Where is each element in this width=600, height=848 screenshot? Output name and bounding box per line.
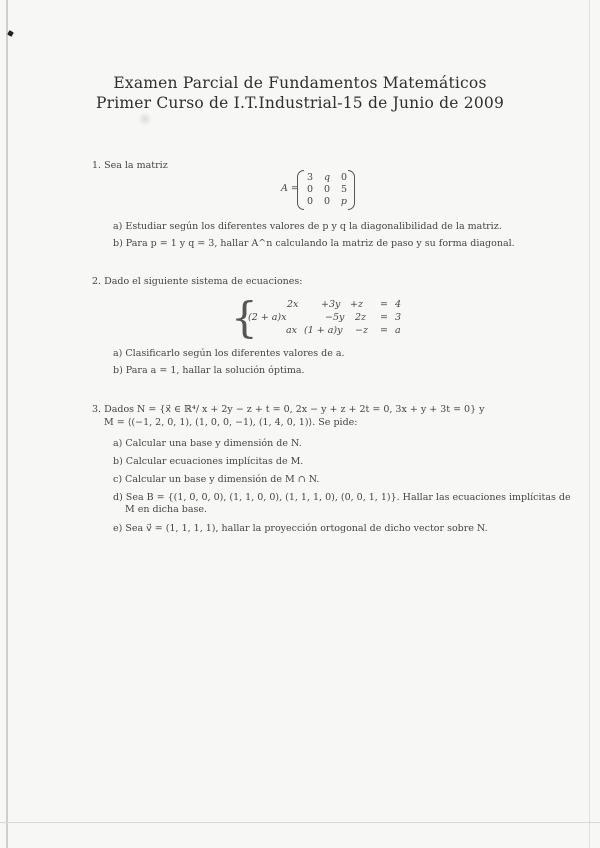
matrix-cell: 0 — [307, 196, 314, 207]
q3-part-b: b) Calcular ecuaciones implícitas de M. — [113, 456, 304, 467]
q2-part-a: a) Clasificarlo según los diferentes valores de a. — [113, 348, 345, 359]
matrix-lhs: A = — [281, 183, 299, 194]
matrix-left-paren — [297, 170, 304, 210]
matrix-cell: q — [323, 172, 331, 183]
system-term: 3 — [395, 312, 402, 323]
system-term: 2z — [355, 312, 367, 323]
matrix-cell: 5 — [340, 184, 347, 195]
q3-part-e: e) Sea v⃗ = (1, 1, 1, 1), hallar la proyección ortogonal de dicho vector sobre N. — [113, 523, 488, 534]
system-term: +3y — [321, 299, 341, 310]
matrix-cell: 0 — [323, 196, 330, 207]
matrix-row — [307, 172, 347, 183]
q3-part-d: d) Sea B = {(1, 0, 0, 0), (1, 1, 0, 0), (1, 1, 1, 0), (0, 0, 1, 1)}. Hallar las ecuaciones implícitas de — [113, 492, 571, 503]
system-term: −z — [355, 325, 368, 336]
q3-intro: 3. Dados N = {x⃗ ∈ ℝ⁴/ x + 2y − z + t = 0, 2x − y + z + 2t = 0, 3x + y + 3t = 0} y — [92, 404, 485, 415]
scan-left-edge — [6, 0, 8, 848]
exam-title: Examen Parcial de Fundamentos Matemáticos — [113, 74, 487, 92]
system-term: 4 — [395, 299, 402, 310]
scan-bottom-edge — [0, 822, 600, 823]
system-term: = — [380, 325, 388, 336]
q1-part-a: a) Estudiar según los diferentes valores de p y q la diagonalibilidad de la matriz. — [113, 221, 502, 232]
q1-matrix — [281, 170, 361, 208]
system-term: = — [380, 312, 388, 323]
system-term: a — [395, 325, 401, 336]
q1-part-b: b) Para p = 1 y q = 3, hallar A^n calculando la matriz de paso y su forma diagonal. — [113, 238, 515, 249]
matrix-cell: 0 — [340, 172, 347, 183]
q3-part-a: a) Calcular una base y dimensión de N. — [113, 438, 302, 449]
scan-corner-mark — [7, 30, 14, 37]
system-term: = — [380, 299, 388, 310]
system-term: −5y — [325, 312, 345, 323]
q3-part-c: c) Calcular un base y dimensión de M ∩ N. — [113, 474, 320, 485]
q3-intro-cont: M = ⟨(−1, 2, 0, 1), (1, 0, 0, −1), (1, 4, 0, 1)⟩. Se pide: — [104, 417, 358, 428]
scan-smudge — [138, 112, 152, 126]
system-term: ax — [286, 325, 298, 336]
matrix-row — [307, 184, 347, 195]
q2-part-b: b) Para a = 1, hallar la solución óptima. — [113, 365, 305, 376]
scan-right-edge — [589, 0, 590, 848]
q1-intro: 1. Sea la matriz — [92, 160, 168, 171]
matrix-cell: 0 — [307, 184, 314, 195]
matrix-right-paren — [348, 170, 355, 210]
exam-subtitle: Primer Curso de I.T.Industrial-15 de Junio de 2009 — [95, 94, 505, 112]
matrix-row — [307, 196, 347, 207]
matrix-cell: 3 — [307, 172, 314, 183]
system-term: +z — [350, 299, 363, 310]
matrix-cell: p — [340, 196, 347, 207]
system-term: (2 + a)x — [248, 312, 287, 323]
q3-part-d-cont: M en dicha base. — [125, 504, 208, 515]
system-term: 2x — [287, 299, 299, 310]
q2-intro: 2. Dado el siguiente sistema de ecuaciones: — [92, 276, 303, 287]
matrix-cell: 0 — [323, 184, 331, 195]
system-term: (1 + a)y — [304, 325, 343, 336]
system-brace: { — [231, 293, 258, 342]
